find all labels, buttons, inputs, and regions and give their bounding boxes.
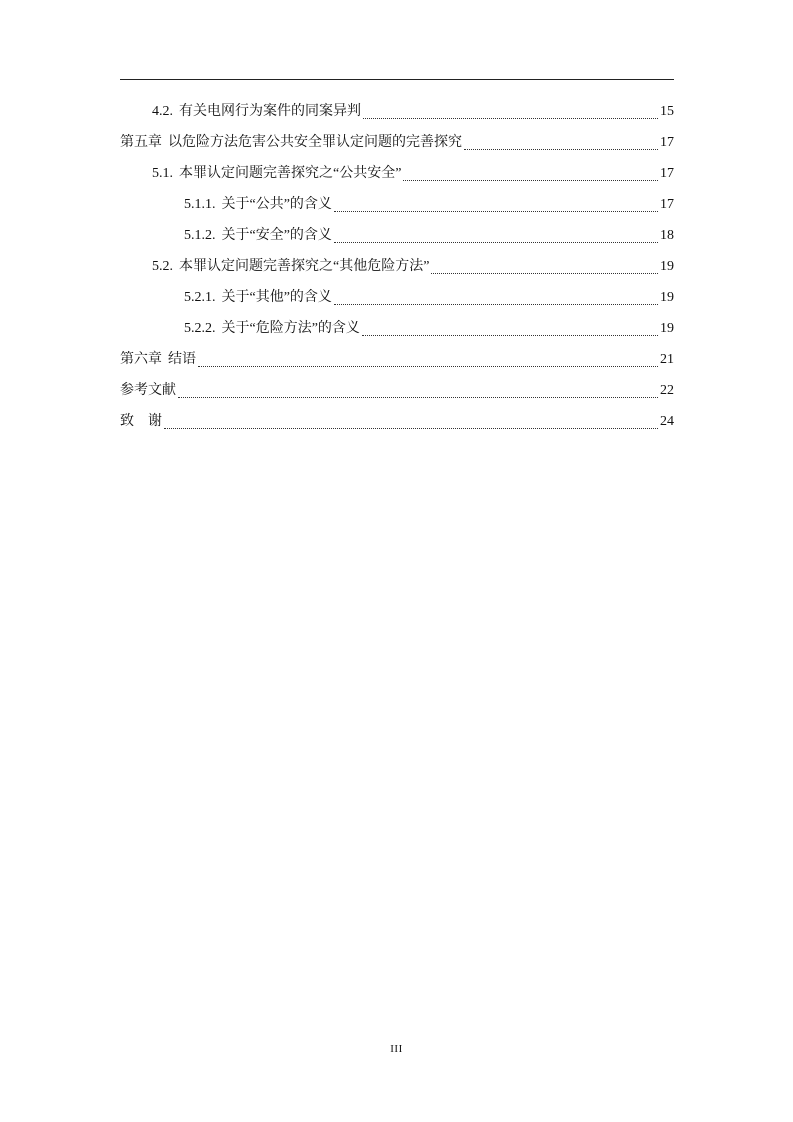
- toc-dot-leader: [334, 242, 658, 243]
- toc-entry[interactable]: [120, 96, 674, 127]
- table-of-contents: [120, 96, 674, 437]
- toc-entry-title: 参考文献: [120, 383, 176, 398]
- toc-entry-number: 第六章: [120, 352, 162, 367]
- toc-entry-title: 有关电网行为案件的同案异判: [179, 104, 361, 119]
- toc-entry-number: 4.2.: [152, 104, 173, 119]
- toc-entry-number: 5.1.: [152, 166, 173, 181]
- toc-entry[interactable]: [120, 189, 674, 220]
- toc-dot-leader: [431, 273, 658, 274]
- toc-entry-title: 关于“危险方法”的含义: [221, 321, 360, 336]
- toc-entry[interactable]: [120, 220, 674, 251]
- toc-entry[interactable]: [120, 406, 674, 437]
- toc-entry-page: 19: [660, 321, 674, 336]
- toc-entry[interactable]: [120, 251, 674, 282]
- header-rule: [120, 79, 674, 80]
- toc-dot-leader: [362, 335, 658, 336]
- toc-dot-leader: [403, 180, 658, 181]
- toc-entry[interactable]: [120, 313, 674, 344]
- toc-entry-title: 关于“安全”的含义: [221, 228, 332, 243]
- toc-entry-number: 5.1.1.: [184, 197, 216, 212]
- toc-entry-title: 本罪认定问题完善探究之“公共安全”: [179, 166, 402, 181]
- toc-entry-page: 21: [660, 352, 674, 367]
- toc-entry[interactable]: [120, 282, 674, 313]
- toc-entry-page: 17: [660, 197, 674, 212]
- toc-entry-title: 关于“公共”的含义: [221, 197, 332, 212]
- toc-entry-number: 第五章: [120, 135, 162, 150]
- toc-entry-number: 5.2.1.: [184, 290, 216, 305]
- toc-entry-number: 5.2.2.: [184, 321, 216, 336]
- toc-dot-leader: [334, 211, 658, 212]
- toc-entry-page: 19: [660, 290, 674, 305]
- toc-entry-page: 18: [660, 228, 674, 243]
- toc-entry-page: 22: [660, 383, 674, 398]
- toc-entry-title: 结语: [168, 352, 196, 367]
- toc-dot-leader: [198, 366, 658, 367]
- toc-entry-page: 15: [660, 104, 674, 119]
- toc-entry-title: 以危险方法危害公共安全罪认定问题的完善探究: [168, 135, 462, 150]
- toc-entry-number: 5.1.2.: [184, 228, 216, 243]
- toc-entry[interactable]: [120, 127, 674, 158]
- toc-dot-leader: [464, 149, 658, 150]
- toc-entry[interactable]: [120, 158, 674, 189]
- toc-entry-page: 17: [660, 135, 674, 150]
- toc-entry-title: 关于“其他”的含义: [221, 290, 332, 305]
- toc-entry[interactable]: [120, 344, 674, 375]
- toc-dot-leader: [334, 304, 658, 305]
- toc-dot-leader: [178, 397, 658, 398]
- toc-entry-title: 致 谢: [120, 414, 162, 429]
- toc-entry-title: 本罪认定问题完善探究之“其他危险方法”: [179, 259, 430, 274]
- toc-entry-page: 24: [660, 414, 674, 429]
- toc-dot-leader: [164, 428, 658, 429]
- toc-entry-page: 19: [660, 259, 674, 274]
- toc-entry-number: 5.2.: [152, 259, 173, 274]
- page-number: III: [390, 1043, 403, 1055]
- toc-entry-page: 17: [660, 166, 674, 181]
- toc-dot-leader: [363, 118, 658, 119]
- toc-entry[interactable]: [120, 375, 674, 406]
